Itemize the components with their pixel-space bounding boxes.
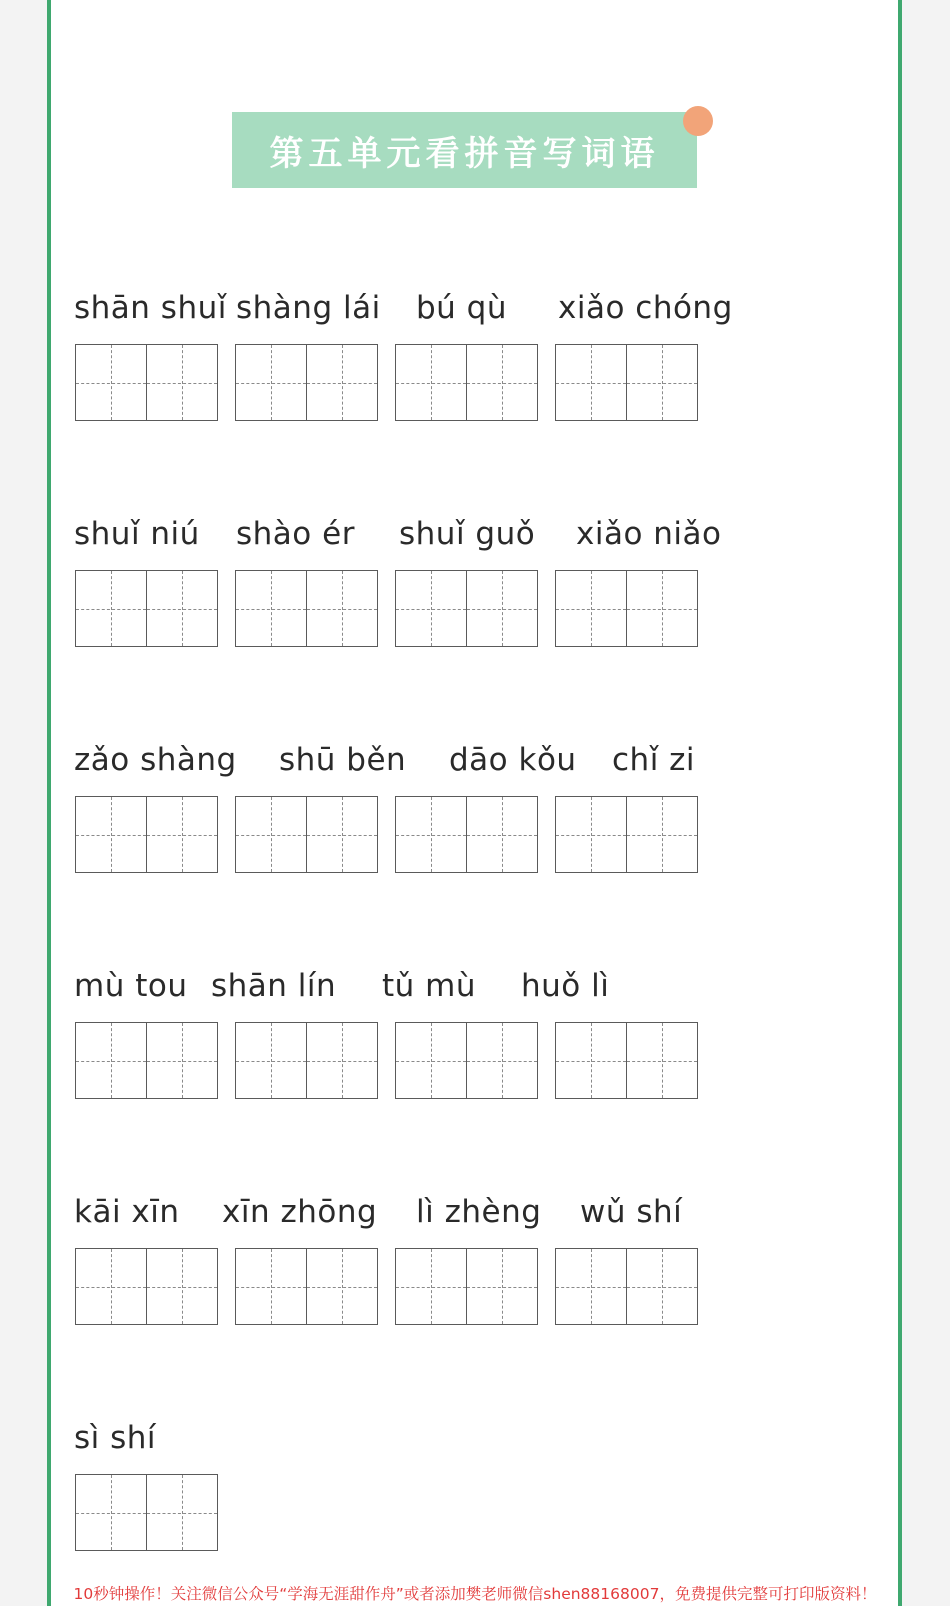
pinyin-label: shào ér bbox=[236, 516, 355, 552]
writing-grid[interactable] bbox=[235, 1248, 378, 1325]
pinyin-label: shū běn bbox=[279, 742, 407, 778]
pinyin-label: shān lín bbox=[211, 968, 337, 1004]
character-cell[interactable] bbox=[146, 345, 217, 420]
character-cell[interactable] bbox=[306, 1249, 377, 1324]
character-cell[interactable] bbox=[556, 1023, 626, 1098]
character-cell[interactable] bbox=[76, 345, 146, 420]
character-cell[interactable] bbox=[76, 571, 146, 646]
pinyin-label: xiǎo niǎo bbox=[576, 516, 722, 552]
character-cell[interactable] bbox=[236, 1249, 306, 1324]
writing-grid[interactable] bbox=[75, 570, 218, 647]
pinyin-label: shān shuǐ bbox=[74, 290, 227, 326]
footer-note: 10秒钟操作！关注微信公众号“学海无涯甜作舟”或者添加樊老师微信shen88168007，免费提供完整可打印版资料！ bbox=[73, 1585, 877, 1603]
character-cell[interactable] bbox=[146, 1475, 217, 1550]
character-cell[interactable] bbox=[306, 1023, 377, 1098]
writing-grid[interactable] bbox=[555, 570, 698, 647]
character-cell[interactable] bbox=[556, 571, 626, 646]
character-cell[interactable] bbox=[146, 571, 217, 646]
pinyin-label: huǒ lì bbox=[521, 968, 610, 1004]
character-cell[interactable] bbox=[396, 345, 466, 420]
title-banner bbox=[232, 112, 697, 188]
character-cell[interactable] bbox=[556, 345, 626, 420]
writing-grid[interactable] bbox=[235, 344, 378, 421]
character-cell[interactable] bbox=[146, 1023, 217, 1098]
character-cell[interactable] bbox=[146, 1249, 217, 1324]
character-cell[interactable] bbox=[556, 797, 626, 872]
writing-grid[interactable] bbox=[395, 1022, 538, 1099]
character-cell[interactable] bbox=[556, 1249, 626, 1324]
writing-grid[interactable] bbox=[395, 1248, 538, 1325]
character-cell[interactable] bbox=[466, 345, 537, 420]
pinyin-label: chǐ zi bbox=[612, 742, 696, 778]
pinyin-label: kāi xīn bbox=[74, 1194, 180, 1230]
character-cell[interactable] bbox=[306, 571, 377, 646]
character-cell[interactable] bbox=[236, 1023, 306, 1098]
pinyin-label: tǔ mù bbox=[382, 968, 477, 1004]
character-cell[interactable] bbox=[306, 797, 377, 872]
character-cell[interactable] bbox=[396, 1249, 466, 1324]
writing-grid[interactable] bbox=[235, 1022, 378, 1099]
pinyin-label: lì zhèng bbox=[416, 1194, 542, 1230]
pinyin-label: shuǐ niú bbox=[74, 516, 200, 552]
writing-grid[interactable] bbox=[75, 1022, 218, 1099]
character-cell[interactable] bbox=[626, 797, 697, 872]
decorative-dot bbox=[683, 106, 713, 136]
pinyin-label: bú qù bbox=[416, 290, 508, 326]
writing-grid[interactable] bbox=[395, 796, 538, 873]
character-cell[interactable] bbox=[76, 1023, 146, 1098]
character-cell[interactable] bbox=[236, 797, 306, 872]
character-cell[interactable] bbox=[396, 1023, 466, 1098]
writing-grid[interactable] bbox=[75, 1474, 218, 1551]
writing-grid[interactable] bbox=[75, 796, 218, 873]
writing-grid[interactable] bbox=[395, 344, 538, 421]
character-cell[interactable] bbox=[466, 1249, 537, 1324]
character-cell[interactable] bbox=[466, 571, 537, 646]
pinyin-label: sì shí bbox=[74, 1420, 157, 1456]
character-cell[interactable] bbox=[236, 571, 306, 646]
writing-grid[interactable] bbox=[395, 570, 538, 647]
character-cell[interactable] bbox=[396, 571, 466, 646]
pinyin-label: shuǐ guǒ bbox=[399, 516, 536, 552]
character-cell[interactable] bbox=[466, 797, 537, 872]
character-cell[interactable] bbox=[626, 571, 697, 646]
writing-grid[interactable] bbox=[235, 570, 378, 647]
writing-grid[interactable] bbox=[235, 796, 378, 873]
character-cell[interactable] bbox=[146, 797, 217, 872]
writing-grid[interactable] bbox=[555, 796, 698, 873]
writing-grid[interactable] bbox=[75, 1248, 218, 1325]
character-cell[interactable] bbox=[76, 1249, 146, 1324]
page-title: 第五单元看拼音写词语 bbox=[269, 133, 660, 174]
character-cell[interactable] bbox=[76, 1475, 146, 1550]
pinyin-label: zǎo shàng bbox=[74, 742, 237, 778]
writing-grid[interactable] bbox=[75, 344, 218, 421]
character-cell[interactable] bbox=[626, 345, 697, 420]
writing-grid[interactable] bbox=[555, 344, 698, 421]
pinyin-label: wǔ shí bbox=[580, 1194, 683, 1230]
pinyin-label: dāo kǒu bbox=[449, 742, 577, 778]
character-cell[interactable] bbox=[466, 1023, 537, 1098]
pinyin-label: xīn zhōng bbox=[222, 1194, 378, 1230]
writing-grid[interactable] bbox=[555, 1022, 698, 1099]
character-cell[interactable] bbox=[236, 345, 306, 420]
character-cell[interactable] bbox=[306, 345, 377, 420]
pinyin-label: xiǎo chóng bbox=[558, 290, 733, 326]
character-cell[interactable] bbox=[626, 1023, 697, 1098]
writing-grid[interactable] bbox=[555, 1248, 698, 1325]
character-cell[interactable] bbox=[626, 1249, 697, 1324]
pinyin-label: mù tou bbox=[74, 968, 188, 1004]
character-cell[interactable] bbox=[76, 797, 146, 872]
pinyin-label: shàng lái bbox=[236, 290, 381, 326]
character-cell[interactable] bbox=[396, 797, 466, 872]
